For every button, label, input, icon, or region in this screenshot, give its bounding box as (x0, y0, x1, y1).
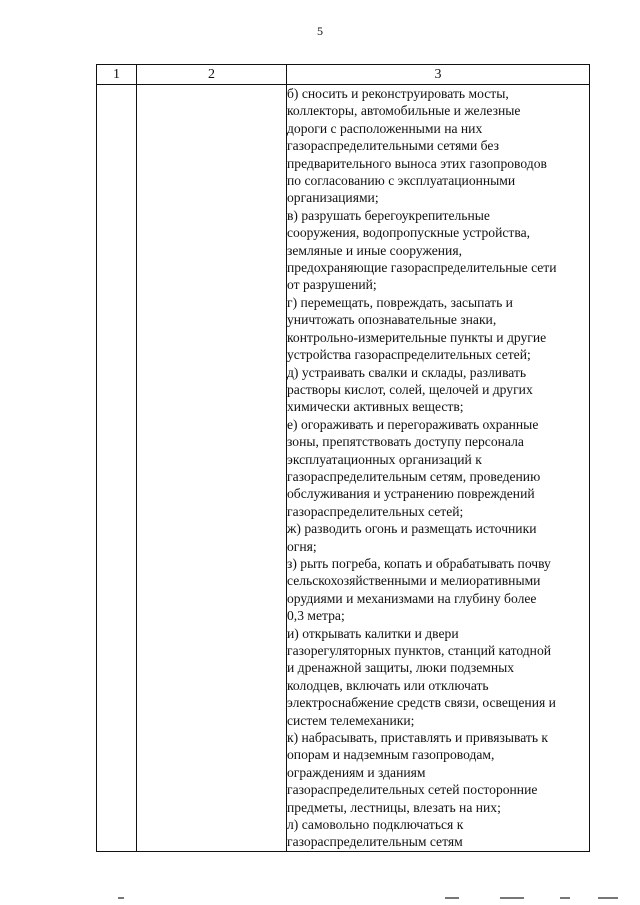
text-line: дороги с расположенными на них (287, 120, 483, 136)
scan-mark (500, 897, 524, 899)
text-line: химически активных веществ; (287, 399, 464, 415)
column-header-2: 2 (137, 65, 287, 85)
cell-column-2 (137, 85, 287, 852)
text-line: газорегуляторных пунктов, станций катодной (287, 643, 552, 658)
scan-mark (445, 897, 459, 899)
page-number: 5 (317, 24, 323, 38)
text-line: 0,3 метра; (287, 608, 345, 624)
column-header-3: 3 (287, 65, 590, 85)
text-line: ограждениям и зданиям (287, 764, 426, 780)
text-line: и) открывать калитки и двери (287, 625, 459, 641)
column-header-1: 1 (97, 65, 137, 85)
text-line: газораспределительным сетям, проведению (287, 468, 541, 484)
text-line: систем телемеханики; (287, 712, 415, 728)
text-line: в) разрушать берегоукрепительные (287, 207, 490, 223)
text-line: предметы, лестницы, влезать на них; (287, 799, 501, 815)
text-line: газораспределительных сетей посторонние (287, 782, 538, 798)
scan-mark (560, 897, 570, 899)
text-line: и дренажной защиты, люки подземных (287, 660, 515, 676)
text-line: б) сносить и реконструировать мосты, (287, 86, 509, 101)
text-line: предварительного выноса этих газопроводов (287, 155, 547, 171)
text-line: земляные и иные сооружения, (287, 242, 462, 258)
text-line: контрольно-измерительные пункты и другие (287, 329, 547, 345)
text-line: опорам и надземным газопроводам, (287, 747, 495, 763)
scan-mark (598, 897, 618, 899)
text-line: предохраняющие газораспределительные сети (287, 260, 557, 276)
text-line: огня; (287, 538, 317, 554)
text-line: электроснабжение средств связи, освещения и (287, 695, 556, 711)
scan-mark (118, 897, 124, 899)
text-line: з) рыть погреба, копать и обрабатывать почву (287, 555, 551, 571)
text-line: сельскохозяйственными и мелиоративными (287, 573, 541, 589)
text-line: по согласованию с эксплуатационными (287, 173, 516, 189)
text-line: газораспределительными сетями без (287, 138, 499, 154)
text-line: эксплуатационных организаций к (287, 451, 482, 467)
text-line: сооружения, водопропускные устройства, (287, 225, 531, 241)
text-line: д) устраивать свалки и склады, разливать (287, 364, 527, 380)
text-line: колодцев, включать или отключать (287, 677, 489, 693)
cell-column-1 (97, 85, 137, 852)
text-line: орудиями и механизмами на глубину более (287, 590, 537, 606)
text-line: от разрушений; (287, 277, 377, 293)
text-line: газораспределительным сетям (287, 834, 463, 850)
scan-artifacts (0, 893, 640, 901)
text-line: обслуживания и устранению повреждений (287, 486, 535, 502)
table-row (97, 85, 590, 852)
text-line: г) перемещать, повреждать, засыпать и (287, 294, 513, 310)
text-line: ж) разводить огонь и размещать источники (287, 521, 537, 537)
text-line: е) огораживать и перегораживать охранные (287, 416, 539, 432)
text-line: организациями; (287, 190, 379, 206)
text-line: коллекторы, автомобильные и железные (287, 103, 521, 119)
text-line: к) набрасывать, приставлять и привязывать к (287, 730, 549, 746)
text-line: л) самовольно подключаться к (287, 817, 464, 833)
text-line: газораспределительных сетей; (287, 503, 464, 519)
table-header-row (97, 65, 590, 85)
text-line: устройства газораспределительных сетей; (287, 347, 531, 363)
text-line: уничтожать опознавательные знаки, (287, 312, 497, 328)
document-table (96, 64, 590, 852)
text-line: зоны, препятствовать доступу персонала (287, 434, 524, 450)
cell-column-3 (287, 85, 590, 852)
text-line: растворы кислот, солей, щелочей и других (287, 381, 533, 397)
